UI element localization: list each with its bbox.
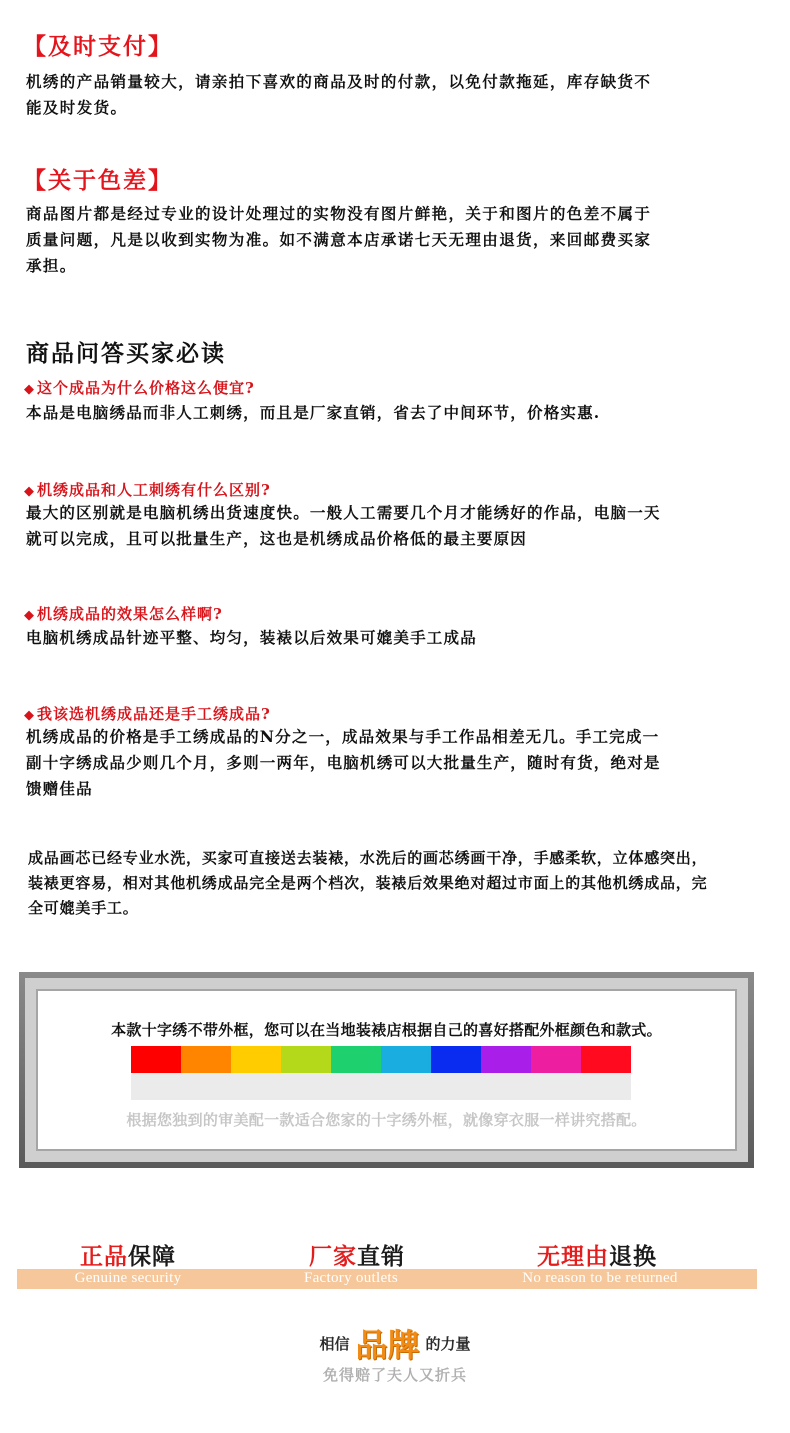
guarantee-title-red: 厂家	[309, 1244, 357, 1270]
swatch-gray-bar	[131, 1073, 631, 1100]
payment-title: 【及时支付】	[23, 34, 173, 60]
color-swatch	[331, 1046, 381, 1073]
color-diff-line: 承担。	[26, 256, 77, 275]
frame-hint: 根据您独到的审美配一款适合您家的十字绣外框，就像穿衣服一样讲究搭配。	[126, 1111, 647, 1129]
washing-line: 成品画芯已经专业水洗，买家可直接送去装裱，水洗后的画芯绣画干净，手感柔软，立体感突出，	[28, 849, 708, 867]
washing-text	[28, 846, 773, 921]
payment-line: 机绣的产品销量较大，请亲拍下喜欢的商品及时的付款，以免付款拖延，库存缺货不	[26, 72, 652, 91]
color-diff-line: 商品图片都是经过专业的设计处理过的实物没有图片鲜艳，关于和图片的色差不属于	[26, 204, 652, 223]
guarantee-subtitle: No reason to be returned	[522, 1270, 678, 1286]
color-swatch	[181, 1046, 231, 1073]
guarantee-title-dark: 退换	[609, 1244, 657, 1270]
qa-answer-line: 本品是电脑绣品而非人工刺绣，而且是厂家直销，省去了中间环节，价格实惠.	[26, 403, 601, 422]
color-swatch	[581, 1046, 631, 1073]
color-swatch	[381, 1046, 431, 1073]
guarantee-title-red: 无理由	[537, 1244, 609, 1270]
qa-question	[24, 603, 223, 624]
qa-answer-line: 就可以完成，且可以批量生产，这也是机绣成品价格低的最主要原因	[26, 529, 528, 548]
color-diff-title: 【关于色差】	[23, 168, 173, 194]
guarantee-subtitle: Factory outlets	[303, 1270, 399, 1286]
guarantee-title	[477, 1238, 717, 1271]
qa-heading: 商品问答买家必读	[26, 341, 226, 367]
brand-suffix: 的力量	[425, 1334, 471, 1353]
qa-answer	[26, 500, 771, 552]
frame-box	[19, 972, 754, 1168]
brand-slogan	[0, 1318, 790, 1368]
qa-answer-line: 副十字绣成品少则几个月，多则一两年，电脑机绣可以大批量生产，随时有货，绝对是	[26, 753, 661, 772]
payment-text	[26, 69, 766, 121]
payment-line: 能及时发货。	[26, 98, 128, 117]
qa-answer-line: 最大的区别就是电脑机绣出货速度快。一般人工需要几个月才能绣好的作品，电脑一天	[26, 503, 661, 522]
frame-note: 本款十字绣不带外框，您可以在当地装裱店根据自己的喜好搭配外框颜色和款式。	[111, 1021, 662, 1039]
brand-main: 品牌	[355, 1326, 420, 1364]
guarantee-title	[8, 1238, 248, 1271]
diamond-icon: ◆	[24, 708, 35, 723]
guarantee-title-dark: 保障	[128, 1244, 176, 1270]
qa-answer-line: 馈赠佳品	[26, 779, 93, 798]
diamond-icon: ◆	[24, 608, 35, 623]
guarantee-title-red: 正品	[80, 1244, 128, 1270]
diamond-icon: ◆	[24, 484, 35, 499]
color-swatch	[481, 1046, 531, 1073]
color-diff-text	[26, 201, 766, 279]
qa-answer-line: 电脑机绣成品针迹平整、均匀，装裱以后效果可媲美手工成品	[26, 628, 477, 647]
guarantee-title	[237, 1238, 477, 1271]
qa-question-text: 这个成品为什么价格这么便宜?	[37, 379, 255, 397]
brand-tagline: 免得赔了夫人又折兵	[322, 1366, 467, 1384]
washing-line: 装裱更容易，相对其他机绣成品完全是两个档次，装裱后效果绝对超过市面上的其他机绣成品，完	[28, 874, 708, 892]
color-swatch	[231, 1046, 281, 1073]
guarantee-title-dark: 直销	[357, 1244, 405, 1270]
qa-question-text: 我该选机绣成品还是手工绣成品?	[37, 705, 271, 723]
color-swatches	[131, 1046, 631, 1073]
color-swatch	[431, 1046, 481, 1073]
qa-question-text: 机绣成品的效果怎么样啊?	[37, 605, 223, 623]
color-swatch	[531, 1046, 581, 1073]
qa-question	[24, 703, 271, 724]
guarantee-subtitle: Genuine security	[74, 1270, 182, 1286]
qa-question	[24, 479, 271, 500]
color-diff-line: 质量问题，凡是以收到实物为准。如不满意本店承诺七天无理由退货，来回邮费买家	[26, 230, 652, 249]
brand-prefix: 相信	[319, 1334, 350, 1353]
washing-line: 全可媲美手工。	[28, 899, 139, 917]
qa-answer	[26, 724, 771, 802]
qa-answer	[26, 400, 771, 426]
color-swatch	[131, 1046, 181, 1073]
qa-question	[24, 377, 255, 398]
qa-answer-line: 机绣成品的价格是手工绣成品的N分之一，成品效果与手工作品相差无几。手工完成一	[26, 727, 660, 746]
qa-question-text: 机绣成品和人工刺绣有什么区别?	[37, 481, 271, 499]
qa-answer	[26, 625, 771, 651]
color-swatch	[281, 1046, 331, 1073]
diamond-icon: ◆	[24, 382, 35, 397]
